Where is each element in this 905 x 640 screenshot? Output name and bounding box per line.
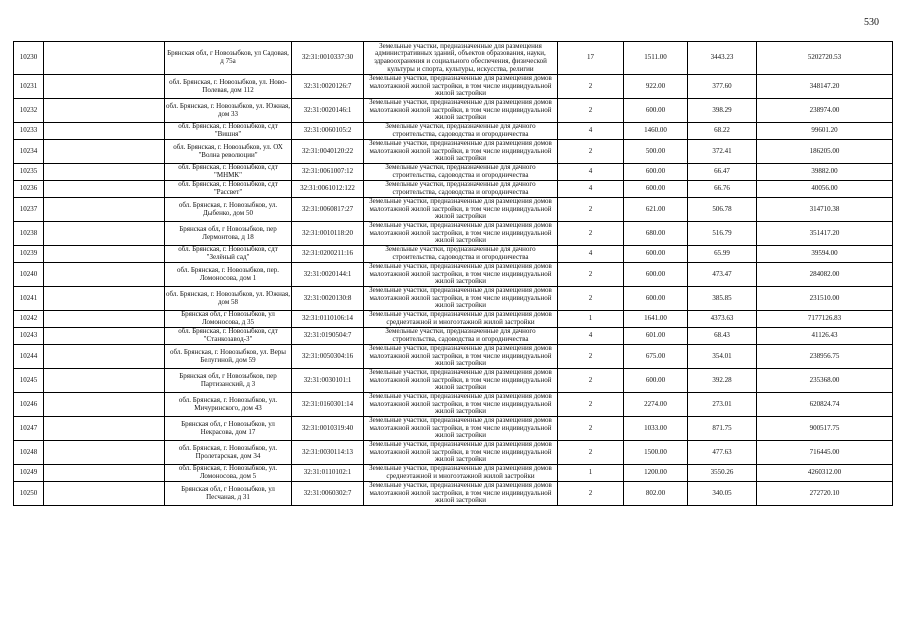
purpose-group-cell: 2: [558, 99, 624, 123]
table-row: [14, 345, 893, 369]
land-purpose-cell: Земельные участки, предназначенные для размещения домов малоэтажной жилой застройки, в том числе индивидуальной жилой застройки: [364, 99, 558, 123]
cadastral-number-cell: 32:31:0160301:14: [292, 393, 364, 417]
table-row: [14, 181, 893, 198]
purpose-group-cell: 2: [558, 75, 624, 99]
area-cell: 600.00: [624, 369, 688, 393]
area-cell: 1033.00: [624, 417, 688, 441]
row-number: 10241: [14, 287, 44, 311]
cadastral-number-cell: 32:31:0020126:7: [292, 75, 364, 99]
cadastral-number-cell: 32:31:0010319:40: [292, 417, 364, 441]
blank-cell: [44, 75, 165, 99]
area-cell: 1500.00: [624, 441, 688, 465]
blank-cell: [44, 222, 165, 246]
blank-cell: [44, 328, 165, 345]
blank-cell: [44, 465, 165, 482]
cadastral-number-cell: 32:31:0040120:22: [292, 140, 364, 164]
area-cell: 802.00: [624, 482, 688, 506]
specific-value-cell: 398.29: [688, 99, 757, 123]
cadastral-value-cell: 231510.00: [757, 287, 893, 311]
land-purpose-cell: Земельные участки, предназначенные для размещения домов малоэтажной жилой застройки, в том числе индивидуальной жилой застройки: [364, 441, 558, 465]
land-purpose-cell: Земельные участки, предназначенные для размещения домов малоэтажной жилой застройки, в том числе индивидуальной жилой застройки: [364, 345, 558, 369]
purpose-group-cell: 2: [558, 417, 624, 441]
address-cell: обл. Брянская, г. Новозыбков, сдт "Вишня": [165, 123, 292, 140]
row-number: 10232: [14, 99, 44, 123]
blank-cell: [44, 42, 165, 75]
area-cell: 1200.00: [624, 465, 688, 482]
row-number: 10242: [14, 311, 44, 328]
row-number: 10249: [14, 465, 44, 482]
blank-cell: [44, 181, 165, 198]
purpose-group-cell: 4: [558, 246, 624, 263]
land-purpose-cell: Земельные участки, предназначенные для дачного строительства, садоводства и огородничества: [364, 123, 558, 140]
cadastral-number-cell: 32:31:0020146:1: [292, 99, 364, 123]
cadastral-value-cell: 716445.00: [757, 441, 893, 465]
land-purpose-cell: Земельные участки, предназначенные для размещения домов малоэтажной жилой застройки, в том числе индивидуальной жилой застройки: [364, 75, 558, 99]
land-purpose-cell: Земельные участки, предназначенные для размещения домов среднеэтажной и многоэтажной жилой застройки: [364, 311, 558, 328]
cadastral-value-cell: 272720.10: [757, 482, 893, 506]
blank-cell: [44, 99, 165, 123]
address-cell: обл. Брянская, г. Новозыбков, ул. Веры Белугиной, дом 59: [165, 345, 292, 369]
purpose-group-cell: 4: [558, 123, 624, 140]
land-purpose-cell: Земельные участки, предназначенные для размещения домов малоэтажной жилой застройки, в том числе индивидуальной жилой застройки: [364, 222, 558, 246]
row-number: 10231: [14, 75, 44, 99]
row-number: 10240: [14, 263, 44, 287]
blank-cell: [44, 263, 165, 287]
table-row: [14, 417, 893, 441]
purpose-group-cell: 2: [558, 222, 624, 246]
address-cell: обл. Брянская, г. Новозыбков, ул. Южная, дом 58: [165, 287, 292, 311]
row-number: 10247: [14, 417, 44, 441]
specific-value-cell: 372.41: [688, 140, 757, 164]
address-cell: обл. Брянская, г. Новозыбков, пер. Ломоносова, дом 1: [165, 263, 292, 287]
table-row: [14, 369, 893, 393]
land-purpose-cell: Земельные участки, предназначенные для размещения домов малоэтажной жилой застройки, в том числе индивидуальной жилой застройки: [364, 263, 558, 287]
blank-cell: [44, 369, 165, 393]
purpose-group-cell: 2: [558, 263, 624, 287]
land-purpose-cell: Земельные участки, предназначенные для дачного строительства, садоводства и огородничества: [364, 328, 558, 345]
specific-value-cell: 871.75: [688, 417, 757, 441]
address-cell: обл. Брянская, г. Новозыбков, сдт "Зелёный сад": [165, 246, 292, 263]
specific-value-cell: 3550.26: [688, 465, 757, 482]
area-cell: 601.00: [624, 328, 688, 345]
purpose-group-cell: 2: [558, 287, 624, 311]
table-row: [14, 198, 893, 222]
address-cell: обл. Брянская, г. Новозыбков, ул. Ново-Полевая, дом 112: [165, 75, 292, 99]
cadastral-value-table: [13, 41, 893, 506]
specific-value-cell: 385.85: [688, 287, 757, 311]
cadastral-value-cell: 314710.38: [757, 198, 893, 222]
address-cell: обл. Брянская, г. Новозыбков, ул. Южная, дом 33: [165, 99, 292, 123]
cadastral-value-cell: 7177126.83: [757, 311, 893, 328]
row-number: 10234: [14, 140, 44, 164]
specific-value-cell: 392.28: [688, 369, 757, 393]
land-purpose-cell: Земельные участки, предназначенные для размещения домов малоэтажной жилой застройки, в том числе индивидуальной жилой застройки: [364, 287, 558, 311]
purpose-group-cell: 2: [558, 345, 624, 369]
table-row: [14, 393, 893, 417]
cadastral-number-cell: 32:31:0030114:13: [292, 441, 364, 465]
table-row: [14, 263, 893, 287]
cadastral-value-cell: 238974.00: [757, 99, 893, 123]
address-cell: обл. Брянская, г. Новозыбков, ул. ОХ "Волна революции": [165, 140, 292, 164]
cadastral-number-cell: 32:31:0010118:20: [292, 222, 364, 246]
cadastral-value-cell: 284082.00: [757, 263, 893, 287]
address-cell: обл. Брянская, г. Новозыбков, ул. Ломоносова, дом 5: [165, 465, 292, 482]
cadastral-number-cell: 32:31:0020130:8: [292, 287, 364, 311]
row-number: 10233: [14, 123, 44, 140]
area-cell: 600.00: [624, 99, 688, 123]
table-row: [14, 164, 893, 181]
row-number: 10246: [14, 393, 44, 417]
table-row: [14, 222, 893, 246]
row-number: 10245: [14, 369, 44, 393]
cadastral-value-cell: 900517.75: [757, 417, 893, 441]
table-body: [14, 42, 893, 506]
table-row: [14, 441, 893, 465]
purpose-group-cell: 4: [558, 181, 624, 198]
blank-cell: [44, 345, 165, 369]
cadastral-number-cell: 32:31:0061007:12: [292, 164, 364, 181]
purpose-group-cell: 2: [558, 482, 624, 506]
row-number: 10236: [14, 181, 44, 198]
row-number: 10243: [14, 328, 44, 345]
area-cell: 600.00: [624, 181, 688, 198]
area-cell: 600.00: [624, 287, 688, 311]
blank-cell: [44, 482, 165, 506]
cadastral-number-cell: 32:31:0010337:30: [292, 42, 364, 75]
blank-cell: [44, 417, 165, 441]
cadastral-value-cell: 41126.43: [757, 328, 893, 345]
address-cell: обл. Брянская, г. Новозыбков, ул. Пролетарская, дом 34: [165, 441, 292, 465]
specific-value-cell: 66.47: [688, 164, 757, 181]
area-cell: 922.00: [624, 75, 688, 99]
land-purpose-cell: Земельные участки, предназначенные для размещения домов малоэтажной жилой застройки, в том числе индивидуальной жилой застройки: [364, 369, 558, 393]
land-purpose-cell: Земельные участки, предназначенные для дачного строительства, садоводства и огородничества: [364, 181, 558, 198]
row-number: 10250: [14, 482, 44, 506]
purpose-group-cell: 1: [558, 311, 624, 328]
purpose-group-cell: 2: [558, 393, 624, 417]
land-purpose-cell: Земельные участки, предназначенные для дачного строительства, садоводства и огородничества: [364, 164, 558, 181]
purpose-group-cell: 17: [558, 42, 624, 75]
table-row: [14, 42, 893, 75]
table-row: [14, 311, 893, 328]
purpose-group-cell: 2: [558, 198, 624, 222]
table-row: [14, 75, 893, 99]
specific-value-cell: 340.05: [688, 482, 757, 506]
address-cell: обл. Брянская, г. Новозыбков, сдт "Станкозавод-3": [165, 328, 292, 345]
address-cell: обл. Брянская, г. Новозыбков, сдт "Рассвет": [165, 181, 292, 198]
purpose-group-cell: 4: [558, 328, 624, 345]
cadastral-value-cell: 186205.00: [757, 140, 893, 164]
blank-cell: [44, 311, 165, 328]
land-purpose-cell: Земельные участки, предназначенные для размещения домов малоэтажной жилой застройки, в том числе индивидуальной жилой застройки: [364, 198, 558, 222]
area-cell: 600.00: [624, 164, 688, 181]
address-cell: Брянская обл, г Новозыбков, пер Лермонтова, д 18: [165, 222, 292, 246]
land-purpose-cell: Земельные участки, предназначенные для дачного строительства, садоводства и огородничества: [364, 246, 558, 263]
cadastral-number-cell: 32:31:0110102:1: [292, 465, 364, 482]
cadastral-number-cell: 32:31:0060105:2: [292, 123, 364, 140]
specific-value-cell: 516.79: [688, 222, 757, 246]
table-row: [14, 328, 893, 345]
purpose-group-cell: 2: [558, 140, 624, 164]
area-cell: 600.00: [624, 263, 688, 287]
specific-value-cell: 68.43: [688, 328, 757, 345]
purpose-group-cell: 2: [558, 441, 624, 465]
cadastral-number-cell: 32:31:0050304:16: [292, 345, 364, 369]
cadastral-number-cell: 32:31:0020144:1: [292, 263, 364, 287]
specific-value-cell: 477.63: [688, 441, 757, 465]
cadastral-number-cell: 32:31:0060302:7: [292, 482, 364, 506]
purpose-group-cell: 4: [558, 164, 624, 181]
row-number: 10235: [14, 164, 44, 181]
land-purpose-cell: Земельные участки, предназначенные для размещения домов малоэтажной жилой застройки, в том числе индивидуальной жилой застройки: [364, 393, 558, 417]
row-number: 10237: [14, 198, 44, 222]
specific-value-cell: 473.47: [688, 263, 757, 287]
area-cell: 680.00: [624, 222, 688, 246]
specific-value-cell: 3443.23: [688, 42, 757, 75]
cadastral-value-cell: 348147.20: [757, 75, 893, 99]
area-cell: 621.00: [624, 198, 688, 222]
address-cell: Брянская обл, г Новозыбков, ул Некрасова, дом 17: [165, 417, 292, 441]
land-purpose-cell: Земельные участки, предназначенные для размещения домов малоэтажной жилой застройки, в том числе индивидуальной жилой застройки: [364, 482, 558, 506]
blank-cell: [44, 123, 165, 140]
cadastral-number-cell: 32:31:0060817:27: [292, 198, 364, 222]
table-row: [14, 123, 893, 140]
address-cell: Брянская обл, г Новозыбков, ул Ломоносова, д 35: [165, 311, 292, 328]
cadastral-number-cell: 32:31:0110106:14: [292, 311, 364, 328]
area-cell: 500.00: [624, 140, 688, 164]
table-row: [14, 246, 893, 263]
cadastral-number-cell: 32:31:0061012:122: [292, 181, 364, 198]
area-cell: 600.00: [624, 246, 688, 263]
purpose-group-cell: 2: [558, 369, 624, 393]
specific-value-cell: 66.76: [688, 181, 757, 198]
table-row: [14, 482, 893, 506]
cadastral-value-cell: 4260312.00: [757, 465, 893, 482]
cadastral-number-cell: 32:31:0190504:7: [292, 328, 364, 345]
address-cell: Брянская обл, г Новозыбков, ул Песчаная, д 31: [165, 482, 292, 506]
address-cell: обл. Брянская, г. Новозыбков, ул. Мичуринского, дом 43: [165, 393, 292, 417]
table-row: [14, 287, 893, 311]
cadastral-value-cell: 40056.00: [757, 181, 893, 198]
cadastral-number-cell: 32:31:0200211:16: [292, 246, 364, 263]
specific-value-cell: 65.99: [688, 246, 757, 263]
blank-cell: [44, 140, 165, 164]
blank-cell: [44, 198, 165, 222]
cadastral-number-cell: 32:31:0030101:1: [292, 369, 364, 393]
row-number: 10248: [14, 441, 44, 465]
address-cell: обл. Брянская, г. Новозыбков, сдт "МНМК": [165, 164, 292, 181]
specific-value-cell: 273.01: [688, 393, 757, 417]
page-number: 530: [864, 17, 879, 28]
cadastral-value-cell: 235368.00: [757, 369, 893, 393]
specific-value-cell: 377.60: [688, 75, 757, 99]
specific-value-cell: 68.22: [688, 123, 757, 140]
row-number: 10244: [14, 345, 44, 369]
land-purpose-cell: Земельные участки, предназначенные для размещения домов малоэтажной жилой застройки, в том числе индивидуальной жилой застройки: [364, 140, 558, 164]
cadastral-value-cell: 620824.74: [757, 393, 893, 417]
area-cell: 2274.00: [624, 393, 688, 417]
blank-cell: [44, 287, 165, 311]
area-cell: 1641.00: [624, 311, 688, 328]
cadastral-value-cell: 238956.75: [757, 345, 893, 369]
blank-cell: [44, 441, 165, 465]
specific-value-cell: 354.01: [688, 345, 757, 369]
land-purpose-cell: Земельные участки, предназначенные для размещения домов малоэтажной жилой застройки, в том числе индивидуальной жилой застройки: [364, 417, 558, 441]
address-cell: Брянская обл, г Новозыбков, пер Партизанский, д 3: [165, 369, 292, 393]
specific-value-cell: 4373.63: [688, 311, 757, 328]
area-cell: 1460.00: [624, 123, 688, 140]
purpose-group-cell: 1: [558, 465, 624, 482]
specific-value-cell: 506.78: [688, 198, 757, 222]
row-number: 10230: [14, 42, 44, 75]
land-purpose-cell: Земельные участки, предназначенные для размещения домов среднеэтажной и многоэтажной жилой застройки: [364, 465, 558, 482]
blank-cell: [44, 393, 165, 417]
row-number: 10238: [14, 222, 44, 246]
land-purpose-cell: Земельные участки, предназначенные для размещения административных зданий, объектов образования, науки, здравоохранения и социального обеспечения, физической культуры и спорта, культуры, искусства, религии: [364, 42, 558, 75]
address-cell: обл. Брянская, г. Новозыбков, ул. Дыбенко, дом 50: [165, 198, 292, 222]
table-row: [14, 465, 893, 482]
cadastral-value-cell: 351417.20: [757, 222, 893, 246]
address-cell: Брянская обл, г Новозыбков, ул Садовая, д 75а: [165, 42, 292, 75]
area-cell: 675.00: [624, 345, 688, 369]
cadastral-value-cell: 39882.00: [757, 164, 893, 181]
blank-cell: [44, 246, 165, 263]
table-row: [14, 99, 893, 123]
table-row: [14, 140, 893, 164]
area-cell: 1511.00: [624, 42, 688, 75]
cadastral-value-cell: 5202720.53: [757, 42, 893, 75]
cadastral-value-cell: 99601.20: [757, 123, 893, 140]
blank-cell: [44, 164, 165, 181]
cadastral-value-cell: 39594.00: [757, 246, 893, 263]
row-number: 10239: [14, 246, 44, 263]
